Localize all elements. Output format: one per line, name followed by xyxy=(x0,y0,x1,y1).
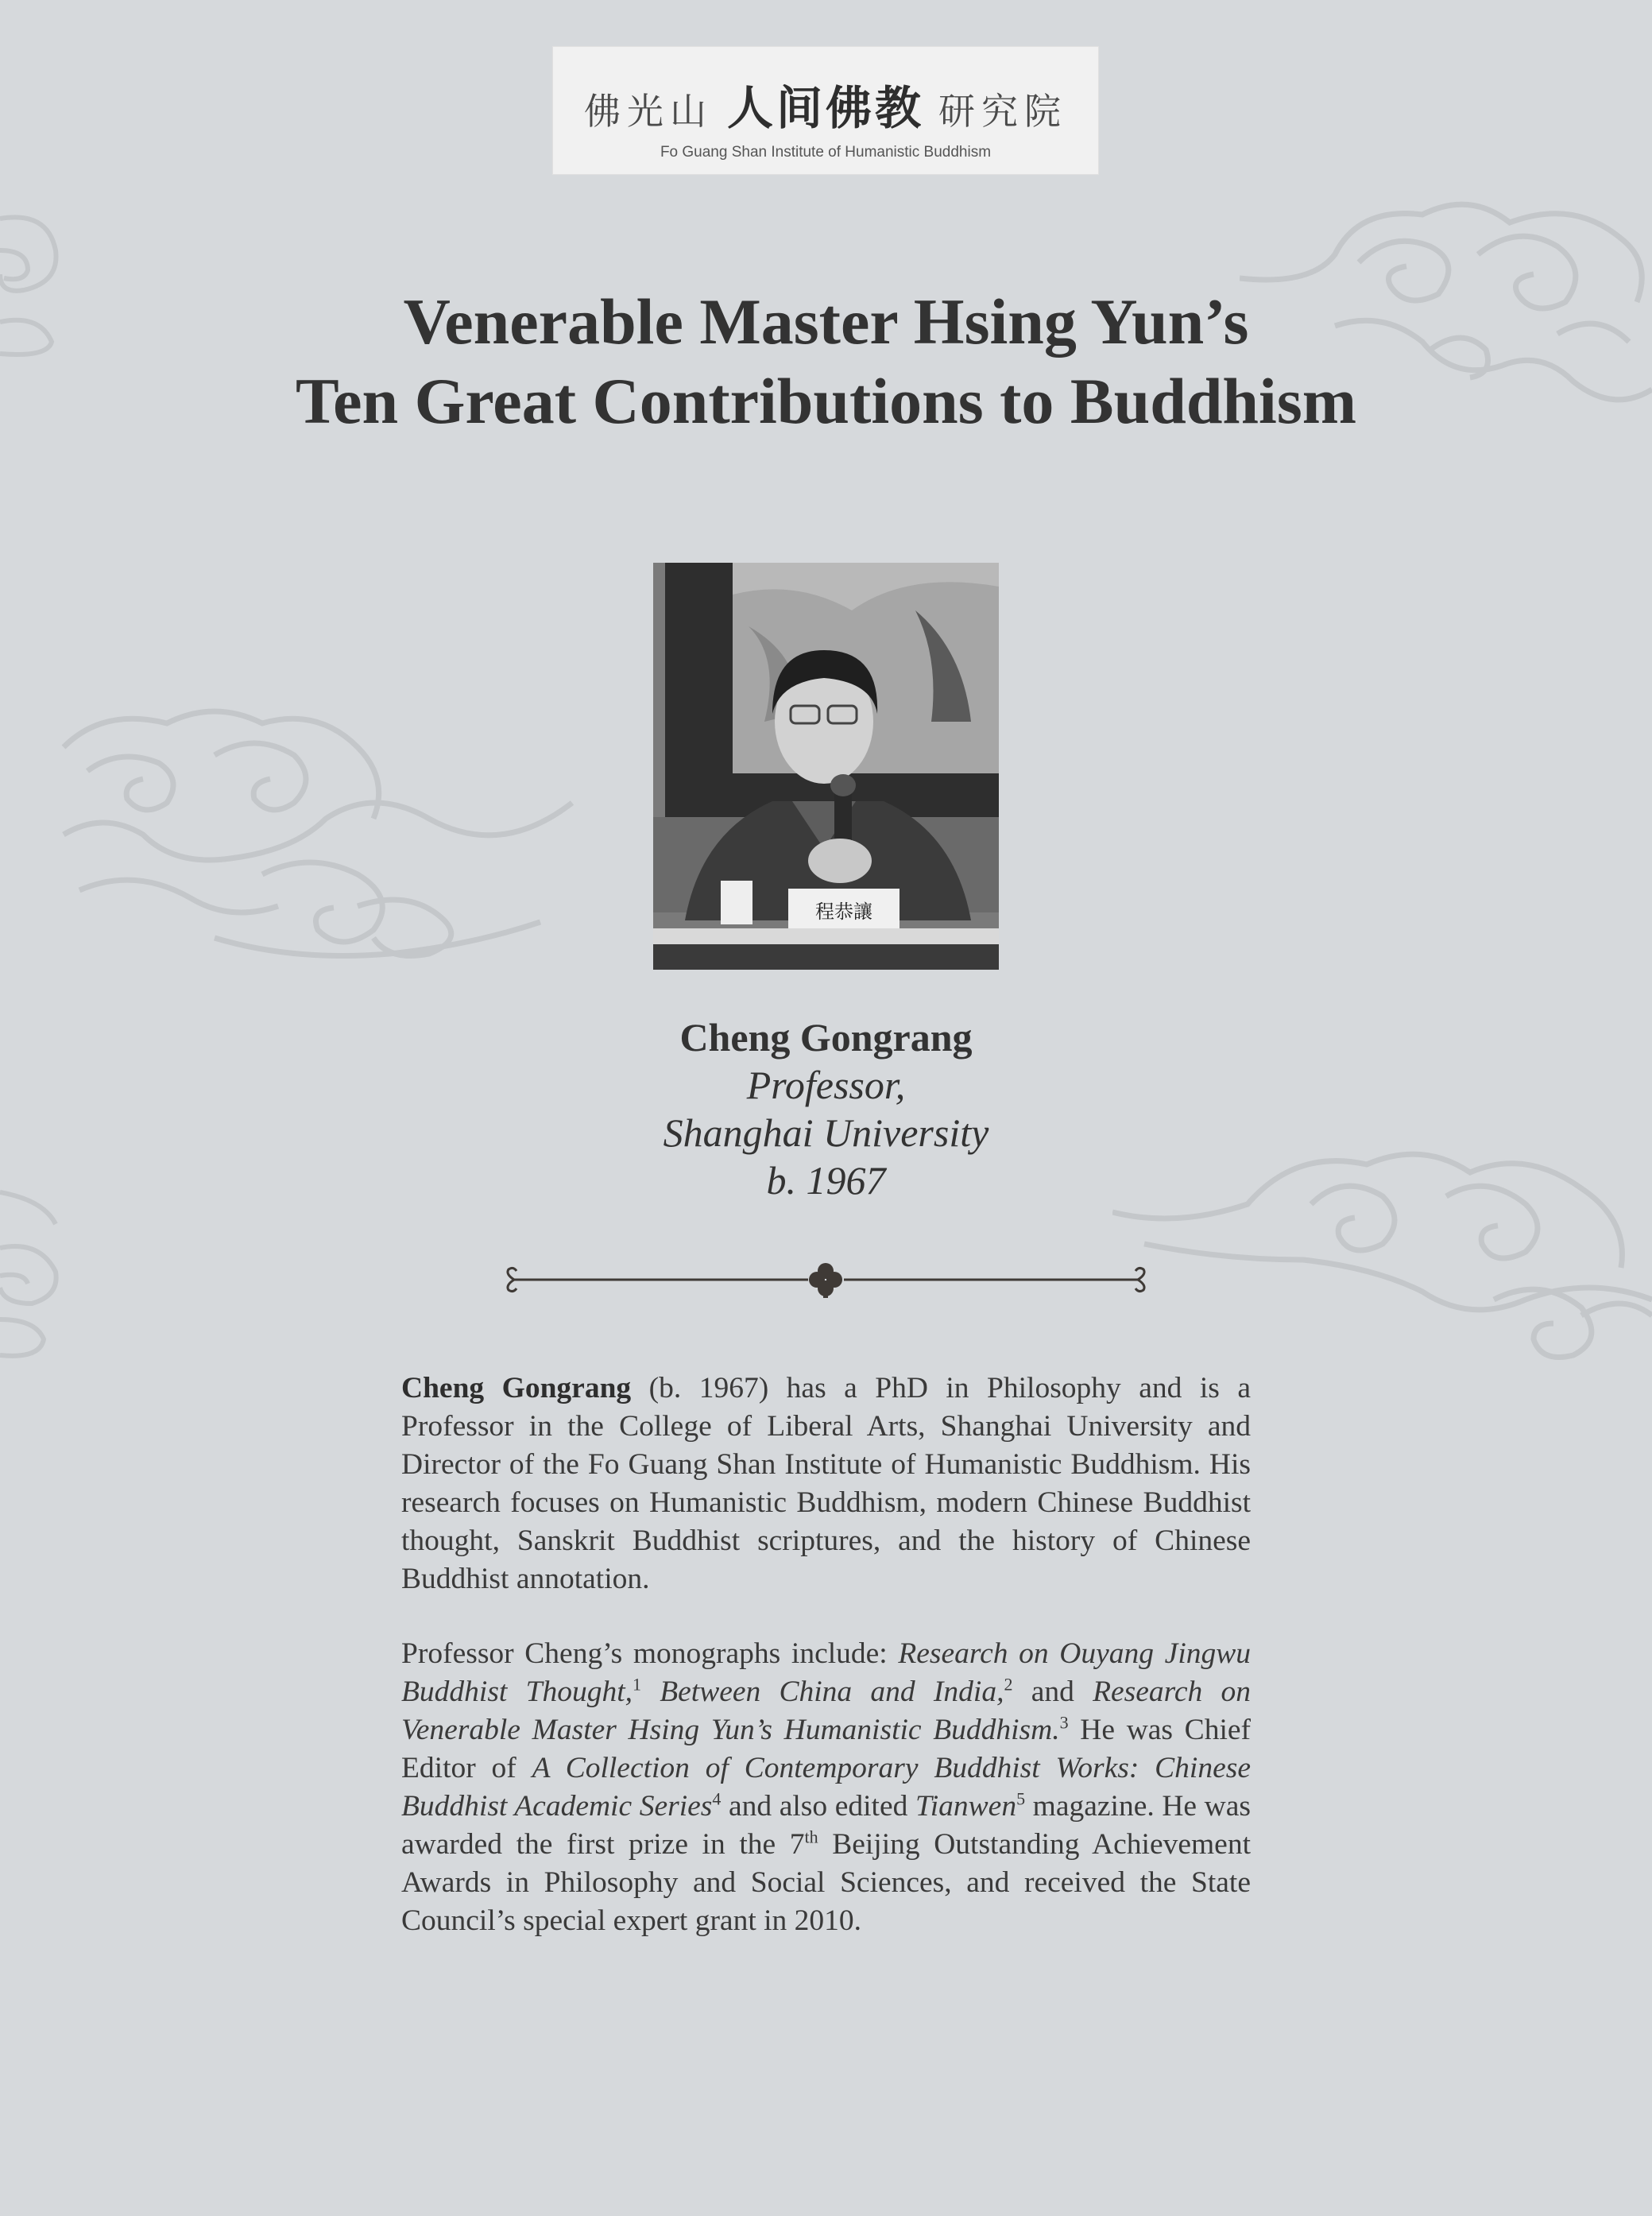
bio-book-4: A Collection of Contemporary Buddhist Works: Chinese Buddhist Academic Series xyxy=(401,1752,1251,1823)
biography xyxy=(401,1370,1251,1977)
footnote-1: 1 xyxy=(632,1674,641,1695)
nameplate-text: 程恭讓 xyxy=(815,901,872,923)
logo-chinese-left: 佛光山 xyxy=(583,90,713,133)
bio-p2-e: magazine. He was awarded the first prize in the 7 xyxy=(401,1790,1251,1861)
title-line-2: Ten Great Contributions to Buddhism xyxy=(295,365,1357,437)
footnote-5: 5 xyxy=(1016,1788,1026,1809)
bio-paragraph-2 xyxy=(401,1635,1251,1940)
portrait-photo xyxy=(653,563,999,970)
bio-p2-f: Beijing Outstanding Achievement Awards in Philosophy and Social Sciences, and received the State Council’s special expert grant in 2010. xyxy=(401,1828,1251,1937)
person-name: Cheng Gongrang xyxy=(679,1015,973,1060)
bio-p2-d: and also edited xyxy=(721,1790,915,1823)
bio-book-1: Research on Ouyang Jingwu Buddhist Thought, xyxy=(401,1637,1251,1708)
cloud-decoration-bottom-left xyxy=(0,1184,64,1367)
person-affiliation: Shanghai University xyxy=(663,1110,989,1155)
person-born: b. 1967 xyxy=(766,1158,886,1203)
ornamental-divider xyxy=(502,1260,1150,1300)
cloud-decoration-middle-left xyxy=(56,699,580,978)
footnote-2: 2 xyxy=(1004,1674,1013,1695)
logo-chinese-right: 研究院 xyxy=(938,90,1067,133)
bio-name: Cheng Gongrang xyxy=(401,1372,632,1404)
person-caption xyxy=(0,1013,1652,1204)
person-title: Professor, xyxy=(746,1063,906,1107)
bio-p1-text: (b. 1967) has a PhD in Philosophy and is a Professor in the College of Liberal Arts, Shanghai University and Director of the Fo Guang Shan Institute of Humanistic Buddhism. His research focuses on Humanistic Buddhism, modern Chinese Buddhist thought, Sanskrit Buddhist scriptures, and the history of Chinese Buddhist annotation. xyxy=(401,1372,1251,1595)
bio-p2-a: Professor Cheng’s monographs include: xyxy=(401,1637,899,1670)
logo-chinese-brush: 人间佛教 xyxy=(726,81,924,135)
bio-p2-b: and xyxy=(1012,1676,1093,1708)
title-line-1: Venerable Master Hsing Yun’s xyxy=(403,285,1249,358)
ordinal-suffix: th xyxy=(804,1827,818,1847)
page-title xyxy=(0,282,1652,441)
bio-book-3: Research on Venerable Master Hsing Yun’s Humanistic Buddhism. xyxy=(401,1676,1251,1746)
institute-logo xyxy=(552,46,1099,175)
bio-book-5: Tianwen xyxy=(915,1790,1017,1823)
logo-english-name: Fo Guang Shan Institute of Humanistic Buddhism xyxy=(660,144,992,161)
bio-paragraph-1 xyxy=(401,1370,1251,1598)
logo-chinese-name xyxy=(553,71,1098,138)
footnote-4: 4 xyxy=(712,1788,722,1809)
footnote-3: 3 xyxy=(1059,1712,1069,1733)
bio-book-2: Between China and India, xyxy=(640,1676,1004,1708)
bio-p2-c: He was Chief Editor of xyxy=(401,1714,1252,1784)
flower-icon xyxy=(809,1263,842,1298)
